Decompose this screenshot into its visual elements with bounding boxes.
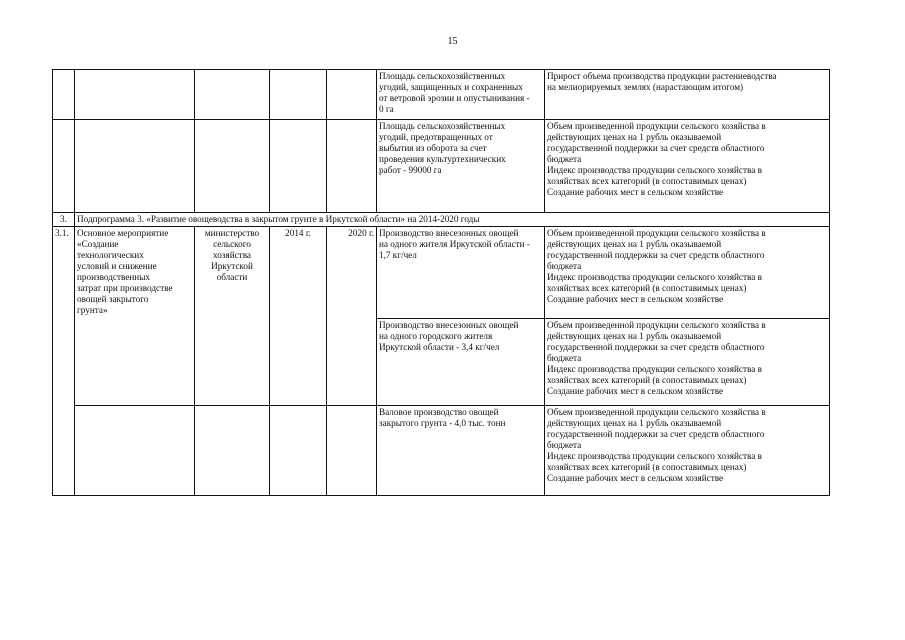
text-line: угодий, предотвращенных от <box>379 132 493 142</box>
text-line: Объем произведенной продукции сельского хозяйства в <box>547 320 766 330</box>
executor-cell <box>195 70 270 120</box>
program-table <box>52 69 830 496</box>
start-year-cell <box>270 120 327 213</box>
table-row <box>53 120 830 213</box>
text-line: действующих ценах на 1 рубль оказываемой <box>547 132 722 142</box>
text-line: Создание рабочих мест в сельском хозяйстве <box>547 386 724 396</box>
text-line: хозяйства <box>213 250 251 260</box>
subprogram-title: Подпрограмма 3. «Развитие овощеводства в закрытом грунте в Иркутской области» на 2014-2020 годы <box>75 213 830 227</box>
table-row <box>53 227 830 319</box>
text-line: овощей закрытого <box>77 294 149 304</box>
text-line: бюджета <box>547 261 582 271</box>
measure-name-cell <box>75 406 195 496</box>
table-row <box>53 70 830 120</box>
text-line: государственной поддержки за счет средств областного <box>547 250 765 260</box>
measure-name-cell <box>75 120 195 213</box>
text-line: на одного жителя Иркутской области - <box>379 239 530 249</box>
target-indicators-cell <box>545 70 830 120</box>
end-year-cell <box>327 406 377 496</box>
text-line: Прирост объема производства продукции растениеводства <box>547 71 777 81</box>
text-line: Создание рабочих мест в сельском хозяйстве <box>547 187 724 197</box>
end-year-cell <box>327 70 377 120</box>
subprogram-number: 3. <box>53 213 75 227</box>
text-line: условий и снижение <box>77 261 157 271</box>
subprogram-row <box>53 213 830 227</box>
measure-name-cell <box>75 70 195 120</box>
text-line: на одного городского жителя <box>379 331 493 341</box>
page-number: 15 <box>447 36 458 47</box>
text-line: государственной поддержки за счет средств областного <box>547 342 765 352</box>
text-line: Создание рабочих мест в сельском хозяйстве <box>547 473 724 483</box>
text-line: государственной поддержки за счет средств областного <box>547 143 765 153</box>
indicator-cell <box>377 319 545 406</box>
text-line: производственных <box>77 272 150 282</box>
text-line: бюджета <box>547 353 582 363</box>
text-line: «Создание <box>77 239 119 249</box>
text-line: Индекс производства продукции сельского хозяйства в <box>547 451 762 461</box>
text-line: Индекс производства продукции сельского хозяйства в <box>547 364 762 374</box>
text-line: бюджета <box>547 440 582 450</box>
text-line: закрытого грунта - 4,0 тыс. тонн <box>379 418 506 428</box>
text-line: на мелиорируемых землях (нарастающим итогом) <box>547 82 744 92</box>
target-indicators-cell <box>545 319 830 406</box>
target-indicators-cell <box>545 227 830 319</box>
indicator-cell <box>377 70 545 120</box>
end-year-cell <box>327 120 377 213</box>
text-line: технологических <box>77 250 144 260</box>
text-line: действующих ценах на 1 рубль оказываемой <box>547 239 722 249</box>
text-line: Объем произведенной продукции сельского хозяйства в <box>547 407 766 417</box>
indicator-cell <box>377 227 545 319</box>
text-line: выбытия из оборота за счет <box>379 143 487 153</box>
text-line: Валовое производство овощей <box>379 407 499 417</box>
text-line: действующих ценах на 1 рубль оказываемой <box>547 418 722 428</box>
text-line: Площадь сельскохозяйственных <box>379 71 506 81</box>
indicator-cell <box>377 406 545 496</box>
text-line: Иркутской <box>211 261 253 271</box>
text-line: Иркутской области - 3,4 кг/чел <box>379 342 500 352</box>
target-indicators-cell <box>545 406 830 496</box>
text-line: хозяйствах всех категорий (в сопоставимых ценах) <box>547 176 747 186</box>
table-row <box>53 406 830 496</box>
text-line: 1,7 кг/чел <box>379 250 417 260</box>
executor-cell <box>195 406 270 496</box>
text-line: Площадь сельскохозяйственных <box>379 121 506 131</box>
start-year-cell <box>270 406 327 496</box>
measure-number: 3.1. <box>53 227 75 496</box>
text-line: хозяйствах всех категорий (в сопоставимых ценах) <box>547 283 747 293</box>
text-line: области <box>216 272 248 282</box>
text-line: Основное мероприятие <box>77 228 169 238</box>
text-line: Индекс производства продукции сельского хозяйства в <box>547 272 762 282</box>
text-line: угодий, защищенных и сохраненных <box>379 82 523 92</box>
measure-executor <box>195 227 270 406</box>
text-line: действующих ценах на 1 рубль оказываемой <box>547 331 722 341</box>
text-line: государственной поддержки за счет средств областного <box>547 429 765 439</box>
indicator-cell <box>377 120 545 213</box>
number-cell <box>53 70 75 120</box>
text-line: хозяйствах всех категорий (в сопоставимых ценах) <box>547 462 747 472</box>
text-line: хозяйствах всех категорий (в сопоставимых ценах) <box>547 375 747 385</box>
text-line: бюджета <box>547 154 582 164</box>
text-line: грунта» <box>77 305 108 315</box>
text-line: Индекс производства продукции сельского хозяйства в <box>547 165 762 175</box>
text-line: 0 га <box>379 104 394 114</box>
text-line: сельского <box>213 239 251 249</box>
executor-cell <box>195 120 270 213</box>
text-line: Создание рабочих мест в сельском хозяйстве <box>547 294 724 304</box>
start-year-cell <box>270 70 327 120</box>
text-line: Объем произведенной продукции сельского хозяйства в <box>547 228 766 238</box>
text-line: министерство <box>204 228 260 238</box>
text-line: Производство внесезонных овощей <box>379 320 519 330</box>
text-line: от ветровой эрозии и опустынивания - <box>379 93 530 103</box>
text-line: Производство внесезонных овощей <box>379 228 519 238</box>
number-cell <box>53 120 75 213</box>
text-line: проведения культуртехнических <box>379 154 506 164</box>
text-line: Объем произведенной продукции сельского хозяйства в <box>547 121 766 131</box>
target-indicators-cell <box>545 120 830 213</box>
measure-start-year: 2014 г. <box>270 227 327 406</box>
text-line: затрат при производстве <box>77 283 173 293</box>
text-line: работ - 99000 га <box>379 165 442 175</box>
measure-name <box>75 227 195 406</box>
measure-end-year: 2020 г. <box>327 227 377 406</box>
